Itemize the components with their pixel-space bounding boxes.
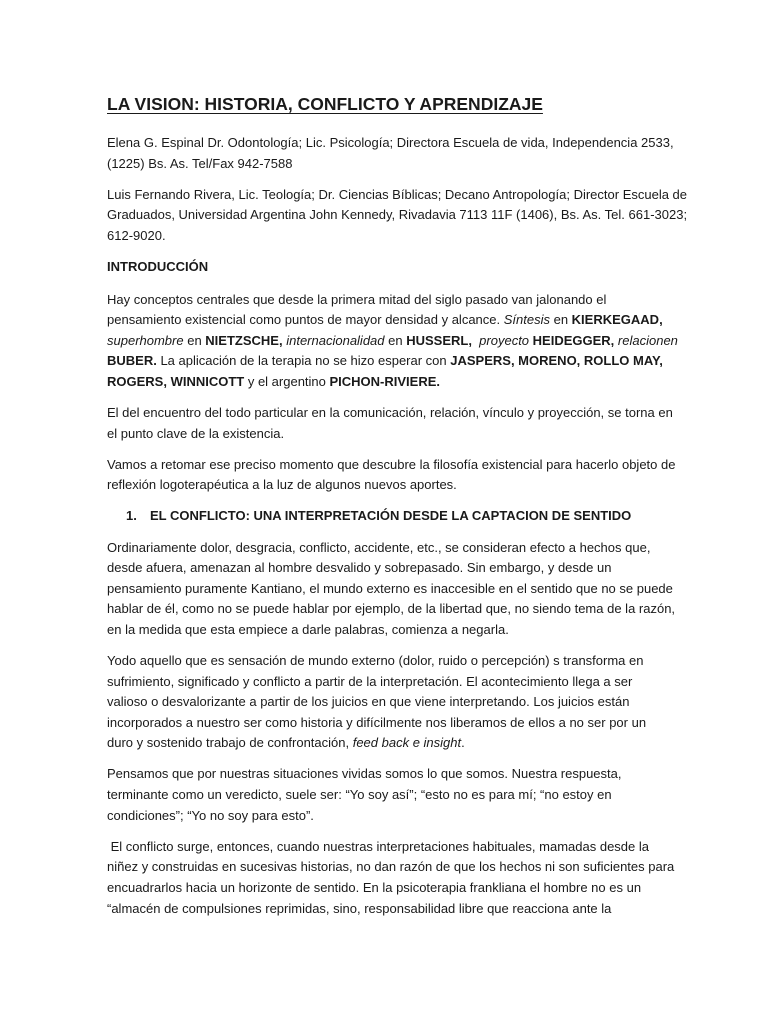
section-title: EL CONFLICTO: UNA INTERPRETACIÓN DESDE LA CAPTACION DE SENTIDO <box>150 508 632 524</box>
text-run: y el argentino <box>244 373 330 389</box>
text-line <box>107 331 678 352</box>
paragraph-we-think <box>107 764 663 826</box>
text-run: pensamiento existencial como puntos de mayor densidad y alcance. <box>107 312 504 328</box>
text-run-bold: NIETZSCHE, <box>205 332 283 348</box>
text-run-bold: HUSSERL, <box>406 332 472 348</box>
text-line: Elena G. Espinal Dr. Odontología; Lic. Psicología; Directora Escuela de vida, Independencia 2533, <box>107 135 674 150</box>
text-line <box>107 310 663 331</box>
text-line: Graduados, Universidad Argentina John Kennedy, Rivadavia 7113 11F (1406), Bs. As. Tel. 661-3023; <box>107 207 688 223</box>
text-line: Luis Fernando Rivera, Lic. Teología; Dr. Ciencias Bíblicas; Decano Antropología; Director Escuela de <box>107 186 688 202</box>
text-run: en <box>384 332 407 348</box>
text-line: sufrimiento, significado y conflicto a partir de la interpretación. El acontecimiento llega a ser <box>107 673 633 689</box>
section-number: 1. <box>126 508 137 524</box>
text-run: en <box>549 312 572 328</box>
text-run-italic: feed back e insight <box>352 735 462 751</box>
text-line <box>107 351 663 372</box>
text-run-bold: BUBER. <box>107 353 157 369</box>
text-line: pensamiento puramente Kantiano, el mundo externo es inaccesible en el sentido que no se puede <box>107 580 673 596</box>
author-1-affiliation <box>107 133 674 174</box>
text-run-italic: relacionen <box>617 332 678 348</box>
text-line: El conflicto surge, entonces, cuando nuestras interpretaciones habituales, mamadas desde la <box>107 838 649 854</box>
text-run-italic: superhombre <box>107 332 184 348</box>
document-title: LA VISION: HISTORIA, CONFLICTO Y APRENDIZAJE <box>107 94 543 114</box>
text-line: terminante como un veredicto, suele ser: “Yo soy así”; “esto no es para mí; “no estoy en <box>107 787 612 803</box>
text-line: desde afuera, amenazan al hombre desvalido y sobrepasado. Sin embargo, y desde un <box>107 560 612 576</box>
introduction-heading: INTRODUCCIÓN <box>107 258 209 274</box>
author-2-affiliation <box>107 185 688 247</box>
text-line: Ordinariamente dolor, desgracia, conflicto, accidente, etc., se consideran efecto a hechos que, <box>107 539 651 555</box>
text-line: El del encuentro del todo particular en la comunicación, relación, vínculo y proyección, se torna en <box>107 405 673 421</box>
text-line: “almacén de compulsiones reprimidas, sino, responsabilidad libre que reacciona ante la <box>107 900 612 916</box>
paragraph-encounter <box>107 403 673 444</box>
text-line: niñez y construidas en sucesivas historias, no dan razón de que los hechos ni son suficientes para <box>107 859 675 875</box>
document-body <box>107 92 688 930</box>
text-run-bold: HEIDEGGER, <box>532 332 615 348</box>
text-line: el punto clave de la existencia. <box>107 425 285 441</box>
text-run-bold: ROGERS, WINNICOTT <box>107 373 245 389</box>
text-line <box>107 372 663 393</box>
text-line: reflexión logoterapéutica a la luz de algunos nuevos aportes. <box>107 477 457 493</box>
text-line: (1225) Bs. As. Tel/Fax 942-7588 <box>107 155 293 171</box>
text-run-bold: JASPERS, MORENO, ROLLO MAY, <box>450 353 663 369</box>
text-run: La aplicación de la terapia no se hizo esperar con <box>156 353 451 369</box>
text-line: Yodo aquello que es sensación de mundo externo (dolor, ruido o percepción) s transforma en <box>107 652 644 668</box>
paragraph-ordinarily <box>107 538 676 641</box>
text-line: condiciones”; “Yo no soy para esto”. <box>107 807 314 823</box>
text-run-italic: proyecto <box>479 332 530 348</box>
text-line: Pensamos que por nuestras situaciones vividas somos lo que somos. Nuestra respuesta, <box>107 766 622 782</box>
text-line: valioso o desvalorizante a partir de los juicios en que viene interpretando. Los juicios están <box>107 694 630 710</box>
text-line: encuadrarlos hacia un horizonte de sentido. En la psicoterapia frankliana el hombre no es un <box>107 879 642 895</box>
paragraph-retake <box>107 455 676 496</box>
text-line: 612-9020. <box>107 227 166 243</box>
text-line: Hay conceptos centrales que desde la primera mitad del siglo pasado van jalonando el <box>107 291 607 307</box>
paragraph-sensation <box>107 651 663 754</box>
text-line: hablar de él, como no se puede hablar por ejemplo, de la libertad que, no siendo tema de la razón, <box>107 601 676 617</box>
paragraph-conflict-arises <box>107 837 675 919</box>
text-run-italic: internacionalidad <box>286 332 385 348</box>
text-line <box>107 733 663 754</box>
text-run-bold: KIERKEGAAD, <box>571 312 663 328</box>
text-run-bold: PICHON-RIVIERE. <box>329 373 441 389</box>
section-1-heading <box>107 506 663 527</box>
text-run-italic: Síntesis <box>503 312 550 328</box>
text-line: incorporados a nuestro ser como historia y difícilmente nos liberamos de ellos a no ser por un <box>107 714 647 730</box>
text-run: en <box>183 332 206 348</box>
text-run: . <box>461 735 465 751</box>
text-line: Vamos a retomar ese preciso momento que descubre la filosofía existencial para hacerlo objeto de <box>107 456 676 472</box>
text-line: en la medida que esta empiece a darle palabras, comienza a negarla. <box>107 621 509 637</box>
text-run: duro y sostenido trabajo de confrontación, <box>107 735 353 751</box>
paragraph-central-concepts <box>107 290 678 393</box>
